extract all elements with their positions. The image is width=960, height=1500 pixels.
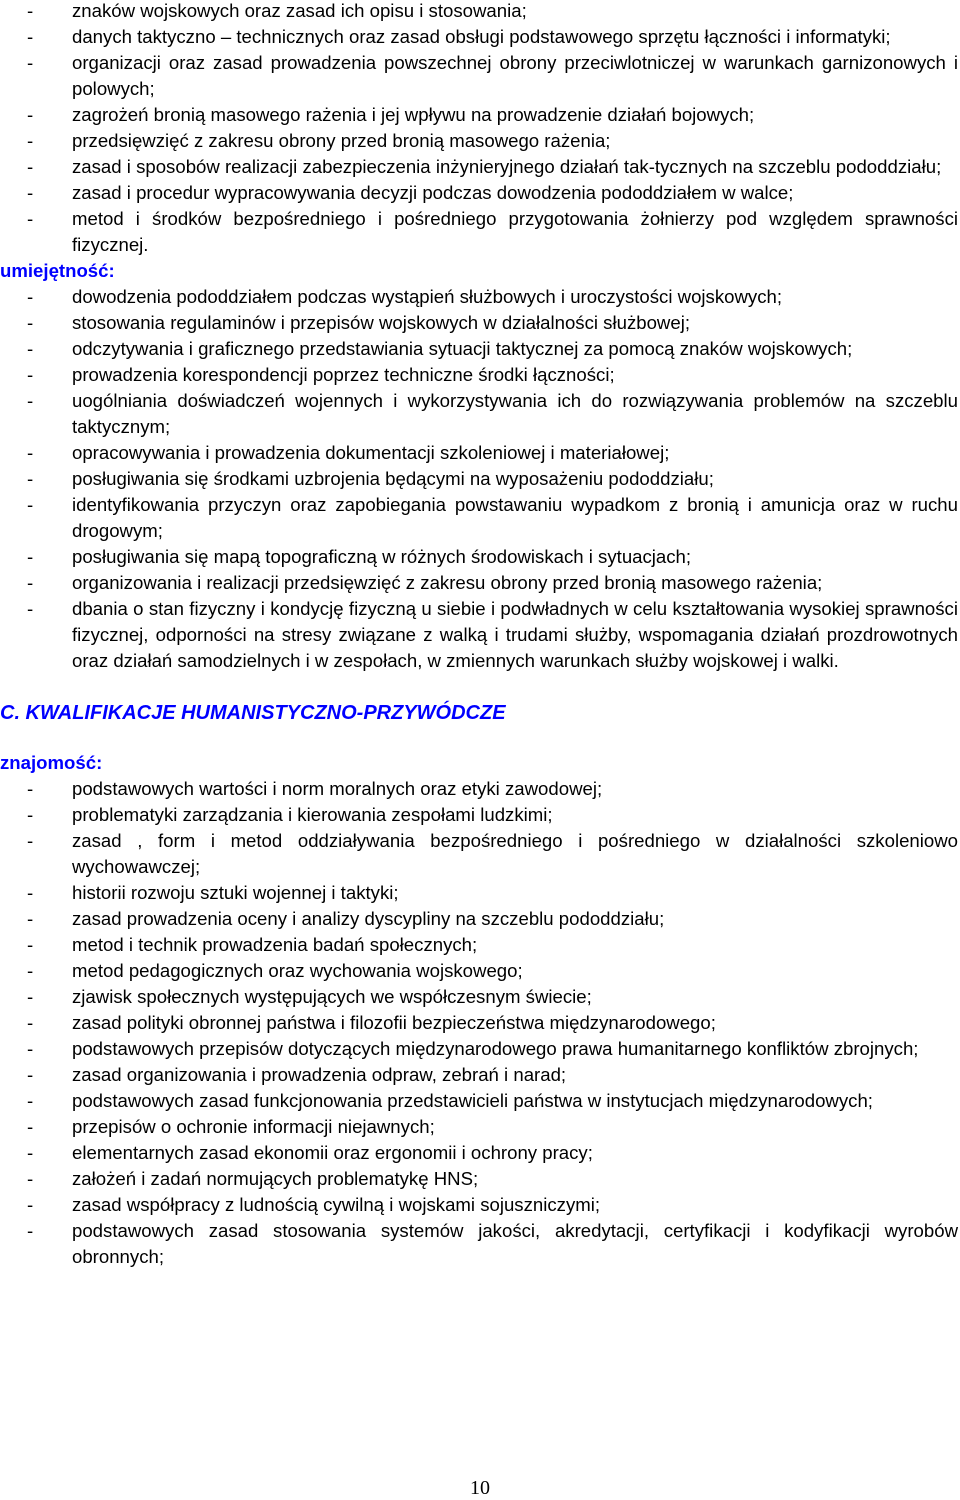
list-dash-marker: - <box>27 182 34 203</box>
list-item-text: podstawowych zasad funkcjonowania przedstawicieli państwa w instytucjach międzynarodowych; <box>72 1090 873 1111</box>
list-dash-marker: - <box>27 1220 34 1241</box>
spacer <box>0 726 958 750</box>
list-dash-marker: - <box>27 778 34 799</box>
list-dash-marker: - <box>27 390 34 411</box>
list-item <box>0 128 958 154</box>
list-item <box>0 1140 958 1166</box>
list-item-text: metod pedagogicznych oraz wychowania wojskowego; <box>72 960 523 981</box>
list-dash-marker: - <box>27 494 34 515</box>
list-item <box>0 1166 958 1192</box>
list-dash-marker: - <box>27 1064 34 1085</box>
list-dash-marker: - <box>27 882 34 903</box>
list-item <box>0 906 958 932</box>
list-item-text: dowodzenia pododdziałem podczas wystąpień służbowych i uroczystości wojskowych; <box>72 286 783 307</box>
list-dash-marker: - <box>27 986 34 1007</box>
list-dash-marker: - <box>27 52 34 73</box>
list-dash-marker: - <box>27 338 34 359</box>
list-item <box>0 336 958 362</box>
list-item <box>0 828 958 880</box>
list-item <box>0 206 958 258</box>
list-item-text: zasad organizowania i prowadzenia odpraw, zebrań i narad; <box>72 1064 567 1085</box>
list-item-text: zasad polityki obronnej państwa i filozofii bezpieczeństwa międzynarodowego; <box>72 1012 716 1033</box>
list-dash-marker: - <box>27 598 34 619</box>
list-dash-marker: - <box>27 1090 34 1111</box>
list-item <box>0 440 958 466</box>
list-dash-marker: - <box>27 468 34 489</box>
list-item-text: opracowywania i prowadzenia dokumentacji szkoleniowej i materiałowej; <box>72 442 670 463</box>
list-item <box>0 880 958 906</box>
section-c-title: C. KWALIFIKACJE HUMANISTYCZNO-PRZYWÓDCZE <box>0 702 506 724</box>
list-dash-marker: - <box>27 0 34 21</box>
list-item <box>0 570 958 596</box>
list-dash-marker: - <box>27 1012 34 1033</box>
knowledge-list <box>0 776 958 1270</box>
list-dash-marker: - <box>27 156 34 177</box>
list-item-text: zjawisk społecznych występujących we współczesnym świecie; <box>72 986 592 1007</box>
list-item <box>0 466 958 492</box>
list-item-text: posługiwania się mapą topograficzną w różnych środowiskach i sytuacjach; <box>72 546 692 567</box>
list-item <box>0 388 958 440</box>
list-item-text: założeń i zadań normujących problematykę HNS; <box>72 1168 479 1189</box>
knowledge-list-continued <box>0 0 958 258</box>
list-dash-marker: - <box>27 26 34 47</box>
list-item-text: podstawowych przepisów dotyczących międzynarodowego prawa humanitarnego konfliktów zbrojnych; <box>72 1038 919 1059</box>
list-item-text: elementarnych zasad ekonomii oraz ergonomii i ochrony pracy; <box>72 1142 593 1163</box>
list-item <box>0 1062 958 1088</box>
list-item <box>0 802 958 828</box>
list-item-text: odczytywania i graficznego przedstawiania sytuacji taktycznej za pomocą znaków wojskowych; <box>72 338 853 359</box>
list-item-text: problematyki zarządzania i kierowania zespołami ludzkimi; <box>72 804 553 825</box>
list-item-text: stosowania regulaminów i przepisów wojskowych w działalności służbowej; <box>72 312 690 333</box>
list-item-text: uogólniania doświadczeń wojennych i wykorzystywania ich do rozwiązywania problemów na szczeblu taktycznym; <box>72 390 958 437</box>
list-item <box>0 492 958 544</box>
list-item <box>0 1114 958 1140</box>
list-item-text: posługiwania się środkami uzbrojenia będącymi na wyposażeniu pododdziału; <box>72 468 714 489</box>
list-dash-marker: - <box>27 442 34 463</box>
list-item <box>0 1036 958 1062</box>
list-dash-marker: - <box>27 1168 34 1189</box>
list-item <box>0 984 958 1010</box>
list-item <box>0 284 958 310</box>
list-dash-marker: - <box>27 364 34 385</box>
list-item-text: podstawowych wartości i norm moralnych oraz etyki zawodowej; <box>72 778 603 799</box>
list-item-text: metod i środków bezpośredniego i pośredniego przygotowania żołnierzy pod względem sprawności fizycznej. <box>72 208 958 255</box>
list-dash-marker: - <box>27 1038 34 1059</box>
list-item-text: przedsięwzięć z zakresu obrony przed bronią masowego rażenia; <box>72 130 611 151</box>
list-dash-marker: - <box>27 908 34 929</box>
list-item <box>0 776 958 802</box>
list-dash-marker: - <box>27 572 34 593</box>
list-dash-marker: - <box>27 208 34 229</box>
list-item-text: znaków wojskowych oraz zasad ich opisu i stosowania; <box>72 0 527 21</box>
list-item-text: zasad , form i metod oddziaływania bezpośredniego i pośredniego w działalności szkoleniowo wychowawczej; <box>72 830 958 877</box>
list-item <box>0 0 958 24</box>
list-item-text: zasad i procedur wypracowywania decyzji podczas dowodzenia pododdziałem w walce; <box>72 182 794 203</box>
skills-list <box>0 284 958 674</box>
list-item-text: metod i technik prowadzenia badań społecznych; <box>72 934 478 955</box>
list-item <box>0 154 958 180</box>
list-item-text: zasad współpracy z ludnością cywilną i wojskami sojuszniczymi; <box>72 1194 601 1215</box>
list-item-text: dbania o stan fizyczny i kondycję fizyczną u siebie i podwładnych w celu kształtowania wysokiej sprawności fizycznej, odporności na stresy związane z walką i trudami służby, wspomagania działań prozdrowotnych oraz działań samodzielnych i w zespołach, w zmiennych warunkach służby wojskowej i walki. <box>72 598 958 671</box>
list-item <box>0 362 958 388</box>
list-item-text: prowadzenia korespondencji poprzez techniczne środki łączności; <box>72 364 615 385</box>
list-item-text: przepisów o ochronie informacji niejawnych; <box>72 1116 435 1137</box>
list-item <box>0 24 958 50</box>
list-item <box>0 1192 958 1218</box>
list-item-text: organizacji oraz zasad prowadzenia powszechnej obrony przeciwlotniczej w warunkach garnizonowych i polowych; <box>72 52 958 99</box>
list-item <box>0 544 958 570</box>
list-item-text: zasad i sposobów realizacji zabezpieczenia inżynieryjnego działań tak-tycznych na szczeblu pododdziału; <box>72 156 942 177</box>
knowledge-heading: znajomość: <box>0 752 103 773</box>
list-item-text: zagrożeń bronią masowego rażenia i jej wpływu na prowadzenie działań bojowych; <box>72 104 755 125</box>
list-dash-marker: - <box>27 104 34 125</box>
list-item <box>0 1088 958 1114</box>
list-dash-marker: - <box>27 312 34 333</box>
list-item-text: identyfikowania przyczyn oraz zapobiegania powstawaniu wypadkom z bronią i amunicja oraz w ruchu drogowym; <box>72 494 958 541</box>
list-dash-marker: - <box>27 286 34 307</box>
list-item-text: danych taktyczno – technicznych oraz zasad obsługi podstawowego sprzętu łączności i informatyki; <box>72 26 891 47</box>
list-item <box>0 180 958 206</box>
list-item-text: historii rozwoju sztuki wojennej i taktyki; <box>72 882 399 903</box>
page-number: 10 <box>470 1477 490 1499</box>
list-item <box>0 102 958 128</box>
list-item <box>0 596 958 674</box>
list-dash-marker: - <box>27 1194 34 1215</box>
list-item <box>0 50 958 102</box>
list-item <box>0 1218 958 1270</box>
list-item-text: zasad prowadzenia oceny i analizy dyscypliny na szczeblu pododdziału; <box>72 908 665 929</box>
skills-heading: umiejętność: <box>0 260 115 281</box>
list-item <box>0 958 958 984</box>
list-item-text: organizowania i realizacji przedsięwzięć z zakresu obrony przed bronią masowego rażenia; <box>72 572 823 593</box>
list-dash-marker: - <box>27 1116 34 1137</box>
list-dash-marker: - <box>27 1142 34 1163</box>
list-item-text: podstawowych zasad stosowania systemów jakości, akredytacji, certyfikacji i kodyfikacji wyrobów obronnych; <box>72 1220 958 1267</box>
list-dash-marker: - <box>27 830 34 851</box>
spacer <box>0 674 958 700</box>
list-dash-marker: - <box>27 546 34 567</box>
list-dash-marker: - <box>27 960 34 981</box>
list-dash-marker: - <box>27 130 34 151</box>
list-item <box>0 1010 958 1036</box>
list-dash-marker: - <box>27 934 34 955</box>
list-item <box>0 932 958 958</box>
list-dash-marker: - <box>27 804 34 825</box>
list-item <box>0 310 958 336</box>
